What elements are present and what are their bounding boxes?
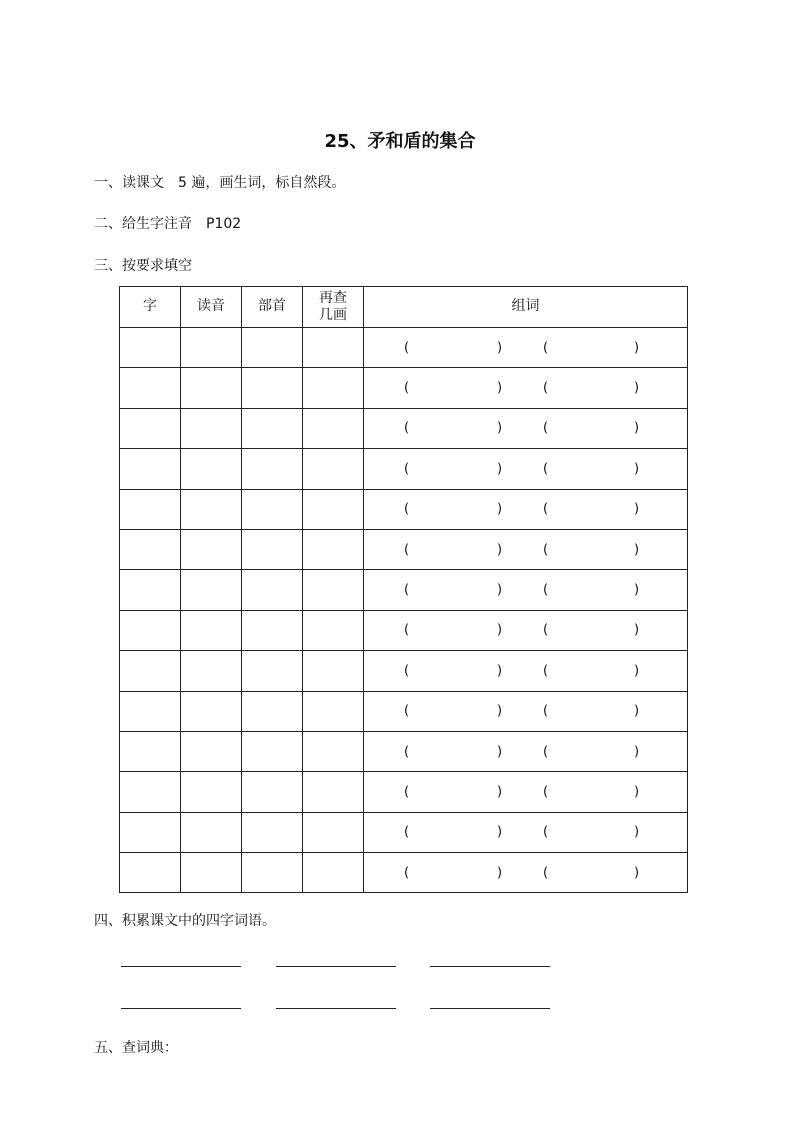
paren-close: ) xyxy=(497,380,503,396)
table-header-row xyxy=(120,287,688,328)
paren-open: ( xyxy=(404,582,410,598)
paren-close: ) xyxy=(497,824,503,840)
section-5-instruction: 五、查词典： xyxy=(94,1040,178,1056)
paren-open: ( xyxy=(404,865,410,881)
cell-radical[interactable] xyxy=(242,408,303,448)
paren-open: ( xyxy=(543,582,549,598)
cell-char[interactable] xyxy=(120,853,181,893)
cell-strokes[interactable] xyxy=(303,610,364,650)
cell-char[interactable] xyxy=(120,489,181,529)
paren-open: ( xyxy=(404,542,410,558)
cell-char[interactable] xyxy=(120,610,181,650)
cell-words[interactable] xyxy=(364,328,688,368)
table-row xyxy=(120,731,688,771)
table-row xyxy=(120,772,688,812)
paren-open: ( xyxy=(543,501,549,517)
blank-line[interactable] xyxy=(276,966,396,967)
paren-close: ) xyxy=(634,865,640,881)
header-radical: 部首 xyxy=(242,287,303,328)
paren-open: ( xyxy=(543,420,549,436)
cell-strokes[interactable] xyxy=(303,651,364,691)
paren-close: ) xyxy=(634,461,640,477)
paren-open: ( xyxy=(543,865,549,881)
paren-open: ( xyxy=(404,744,410,760)
cell-reading[interactable] xyxy=(181,529,242,569)
paren-close: ) xyxy=(497,501,503,517)
paren-open: ( xyxy=(404,824,410,840)
paren-close: ) xyxy=(497,784,503,800)
cell-reading[interactable] xyxy=(181,853,242,893)
paren-close: ) xyxy=(497,461,503,477)
cell-words[interactable] xyxy=(364,489,688,529)
section-1-instruction: 一、读课文 5 遍，画生词，标自然段。 xyxy=(94,175,346,191)
vocab-table xyxy=(119,286,688,893)
cell-strokes[interactable] xyxy=(303,489,364,529)
cell-reading[interactable] xyxy=(181,408,242,448)
table-row xyxy=(120,368,688,408)
cell-char[interactable] xyxy=(120,731,181,771)
paren-close: ) xyxy=(634,542,640,558)
table-row xyxy=(120,812,688,852)
table-row xyxy=(120,570,688,610)
paren-close: ) xyxy=(497,622,503,638)
cell-char[interactable] xyxy=(120,812,181,852)
paren-close: ) xyxy=(497,703,503,719)
paren-open: ( xyxy=(543,622,549,638)
header-strokes xyxy=(303,287,364,328)
cell-radical[interactable] xyxy=(242,449,303,489)
cell-char[interactable] xyxy=(120,570,181,610)
cell-strokes[interactable] xyxy=(303,529,364,569)
cell-char[interactable] xyxy=(120,368,181,408)
paren-close: ) xyxy=(634,420,640,436)
cell-strokes[interactable] xyxy=(303,812,364,852)
cell-radical[interactable] xyxy=(242,812,303,852)
cell-reading[interactable] xyxy=(181,772,242,812)
paren-open: ( xyxy=(543,663,549,679)
paren-close: ) xyxy=(497,542,503,558)
header-words: 组词 xyxy=(364,287,688,328)
cell-words[interactable] xyxy=(364,772,688,812)
cell-strokes[interactable] xyxy=(303,408,364,448)
paren-close: ) xyxy=(497,865,503,881)
paren-close: ) xyxy=(634,582,640,598)
section-3-instruction: 三、按要求填空 xyxy=(94,258,192,274)
table-row xyxy=(120,328,688,368)
paren-open: ( xyxy=(404,420,410,436)
paren-close: ) xyxy=(634,380,640,396)
cell-reading[interactable] xyxy=(181,651,242,691)
paren-open: ( xyxy=(543,340,549,356)
paren-close: ) xyxy=(497,420,503,436)
section-2-instruction: 二、给生字注音 P102 xyxy=(94,216,242,232)
cell-words[interactable] xyxy=(364,610,688,650)
paren-open: ( xyxy=(543,744,549,760)
cell-words[interactable] xyxy=(364,570,688,610)
table-row xyxy=(120,449,688,489)
cell-words[interactable] xyxy=(364,529,688,569)
cell-radical[interactable] xyxy=(242,651,303,691)
cell-words[interactable] xyxy=(364,368,688,408)
cell-reading[interactable] xyxy=(181,449,242,489)
paren-open: ( xyxy=(404,663,410,679)
cell-words[interactable] xyxy=(364,449,688,489)
cell-strokes[interactable] xyxy=(303,328,364,368)
cell-char[interactable] xyxy=(120,408,181,448)
cell-radical[interactable] xyxy=(242,731,303,771)
cell-radical[interactable] xyxy=(242,772,303,812)
paren-close: ) xyxy=(634,622,640,638)
cell-radical[interactable] xyxy=(242,570,303,610)
cell-char[interactable] xyxy=(120,529,181,569)
paren-open: ( xyxy=(404,380,410,396)
cell-words[interactable] xyxy=(364,731,688,771)
paren-close: ) xyxy=(634,784,640,800)
header-char: 字 xyxy=(120,287,181,328)
cell-strokes[interactable] xyxy=(303,853,364,893)
table-row xyxy=(120,691,688,731)
cell-strokes[interactable] xyxy=(303,449,364,489)
paren-open: ( xyxy=(404,461,410,477)
paren-open: ( xyxy=(543,461,549,477)
cell-reading[interactable] xyxy=(181,731,242,771)
paren-open: ( xyxy=(404,784,410,800)
paren-open: ( xyxy=(543,824,549,840)
blank-line[interactable] xyxy=(121,1008,241,1009)
paren-close: ) xyxy=(634,703,640,719)
cell-radical[interactable] xyxy=(242,368,303,408)
paren-open: ( xyxy=(404,340,410,356)
paren-open: ( xyxy=(404,501,410,517)
cell-reading[interactable] xyxy=(181,368,242,408)
cell-reading[interactable] xyxy=(181,328,242,368)
cell-radical[interactable] xyxy=(242,328,303,368)
paren-close: ) xyxy=(634,744,640,760)
section-4-instruction: 四、积累课文中的四字词语。 xyxy=(94,913,276,929)
blank-line[interactable] xyxy=(430,1008,550,1009)
paren-close: ) xyxy=(634,340,640,356)
cell-words[interactable] xyxy=(364,853,688,893)
cell-radical[interactable] xyxy=(242,610,303,650)
cell-reading[interactable] xyxy=(181,610,242,650)
cell-words[interactable] xyxy=(364,408,688,448)
paren-close: ) xyxy=(497,582,503,598)
cell-char[interactable] xyxy=(120,691,181,731)
cell-strokes[interactable] xyxy=(303,570,364,610)
paren-close: ) xyxy=(634,501,640,517)
header-strokes-line2: 几画 xyxy=(319,307,347,323)
header-strokes-line1: 再查 xyxy=(319,289,347,306)
paren-close: ) xyxy=(497,340,503,356)
paren-open: ( xyxy=(543,380,549,396)
paren-open: ( xyxy=(543,542,549,558)
paren-close: ) xyxy=(497,744,503,760)
table-row xyxy=(120,408,688,448)
cell-radical[interactable] xyxy=(242,691,303,731)
cell-radical[interactable] xyxy=(242,853,303,893)
blank-line[interactable] xyxy=(121,966,241,967)
paren-open: ( xyxy=(404,622,410,638)
cell-radical[interactable] xyxy=(242,529,303,569)
cell-strokes[interactable] xyxy=(303,691,364,731)
paren-close: ) xyxy=(497,663,503,679)
cell-reading[interactable] xyxy=(181,570,242,610)
cell-char[interactable] xyxy=(120,449,181,489)
cell-strokes[interactable] xyxy=(303,368,364,408)
cell-words[interactable] xyxy=(364,812,688,852)
table-row xyxy=(120,529,688,569)
cell-strokes[interactable] xyxy=(303,731,364,771)
cell-char[interactable] xyxy=(120,328,181,368)
paren-open: ( xyxy=(404,703,410,719)
cell-reading[interactable] xyxy=(181,812,242,852)
cell-char[interactable] xyxy=(120,772,181,812)
cell-reading[interactable] xyxy=(181,691,242,731)
paren-open: ( xyxy=(543,784,549,800)
cell-char[interactable] xyxy=(120,651,181,691)
paren-open: ( xyxy=(543,703,549,719)
table-row xyxy=(120,651,688,691)
table-row xyxy=(120,853,688,893)
page-title: 25、矛和盾的集合 xyxy=(324,131,476,152)
paren-close: ) xyxy=(634,824,640,840)
table-row xyxy=(120,610,688,650)
cell-reading[interactable] xyxy=(181,489,242,529)
cell-words[interactable] xyxy=(364,691,688,731)
cell-strokes[interactable] xyxy=(303,772,364,812)
header-reading: 读音 xyxy=(181,287,242,328)
cell-radical[interactable] xyxy=(242,489,303,529)
blank-line[interactable] xyxy=(276,1008,396,1009)
table-row xyxy=(120,489,688,529)
paren-close: ) xyxy=(634,663,640,679)
blank-line[interactable] xyxy=(430,966,550,967)
cell-words[interactable] xyxy=(364,651,688,691)
